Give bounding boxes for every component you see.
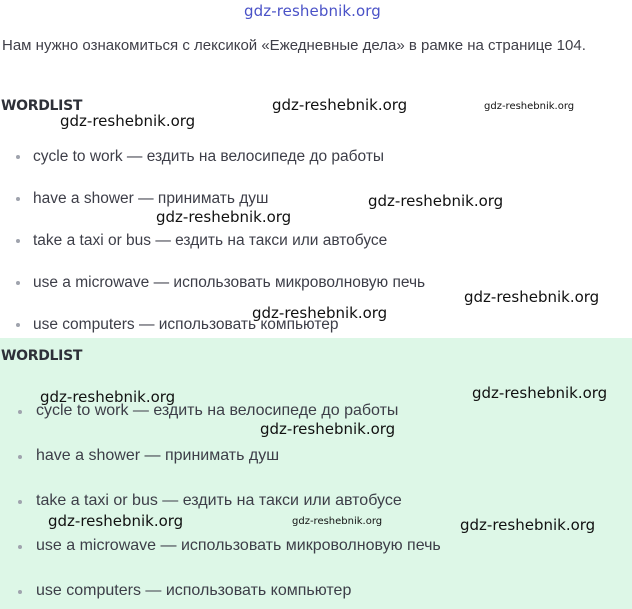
bullet-icon bbox=[18, 545, 22, 549]
list-item bbox=[0, 533, 632, 578]
watermark-text: gdz-reshebnik.org bbox=[484, 101, 575, 112]
bullet-icon bbox=[18, 500, 22, 504]
list-item bbox=[0, 578, 632, 609]
watermark-text: gdz-reshebnik.org bbox=[252, 304, 388, 322]
bullet-icon bbox=[16, 281, 20, 285]
list-item-text: cycle to work — ездить на велосипеде до работы bbox=[33, 148, 385, 165]
intro-text: Нам нужно ознакомиться с лексикой «Ежедневные дела» в рамке на странице 104. bbox=[2, 37, 586, 54]
list-item bbox=[0, 443, 632, 488]
header-watermark[interactable]: gdz-reshebnik.org bbox=[244, 2, 381, 20]
list-item-text: take a taxi or bus — ездить на такси или автобусе bbox=[33, 232, 388, 249]
bullet-icon bbox=[18, 455, 22, 459]
wordlist-title: WORDLIST bbox=[1, 98, 83, 114]
watermark-text: gdz-reshebnik.org bbox=[472, 384, 608, 402]
wordlist-box-bottom bbox=[0, 338, 632, 609]
list-item bbox=[0, 228, 632, 270]
watermark-text: gdz-reshebnik.org bbox=[292, 516, 383, 527]
watermark-text: gdz-reshebnik.org bbox=[48, 512, 184, 530]
watermark-text: gdz-reshebnik.org bbox=[464, 288, 600, 306]
watermark-text: gdz-reshebnik.org bbox=[156, 208, 292, 226]
wordlist-items bbox=[0, 144, 632, 354]
list-item-text: cycle to work — ездить на велосипеде до работы bbox=[36, 402, 399, 419]
wordlist-title: WORDLIST bbox=[1, 348, 83, 364]
bullet-icon bbox=[16, 323, 20, 327]
list-item-text: use a microwave — использовать микроволновую печь bbox=[33, 274, 426, 291]
list-item-text: use a microwave — использовать микроволновую печь bbox=[36, 537, 441, 554]
list-item-text: use computers — использовать компьютер bbox=[36, 582, 352, 599]
bullet-icon bbox=[16, 197, 20, 201]
bullet-icon bbox=[16, 155, 20, 159]
bullet-icon bbox=[18, 410, 22, 414]
bullet-icon bbox=[18, 590, 22, 594]
watermark-text: gdz-reshebnik.org bbox=[368, 192, 504, 210]
list-item bbox=[0, 186, 632, 228]
list-item-text: have a shower — принимать душ bbox=[36, 447, 280, 464]
watermark-text: gdz-reshebnik.org bbox=[60, 112, 196, 130]
watermark-text: gdz-reshebnik.org bbox=[272, 96, 408, 114]
list-item-text: have a shower — принимать душ bbox=[33, 190, 269, 207]
list-item bbox=[0, 144, 632, 186]
watermark-text: gdz-reshebnik.org bbox=[40, 388, 176, 406]
watermark-text: gdz-reshebnik.org bbox=[260, 420, 396, 438]
list-item-text: use computers — использовать компьютер bbox=[33, 316, 339, 333]
bullet-icon bbox=[16, 239, 20, 243]
list-item-text: take a taxi or bus — ездить на такси или автобусе bbox=[36, 492, 402, 509]
watermark-text: gdz-reshebnik.org bbox=[460, 516, 596, 534]
